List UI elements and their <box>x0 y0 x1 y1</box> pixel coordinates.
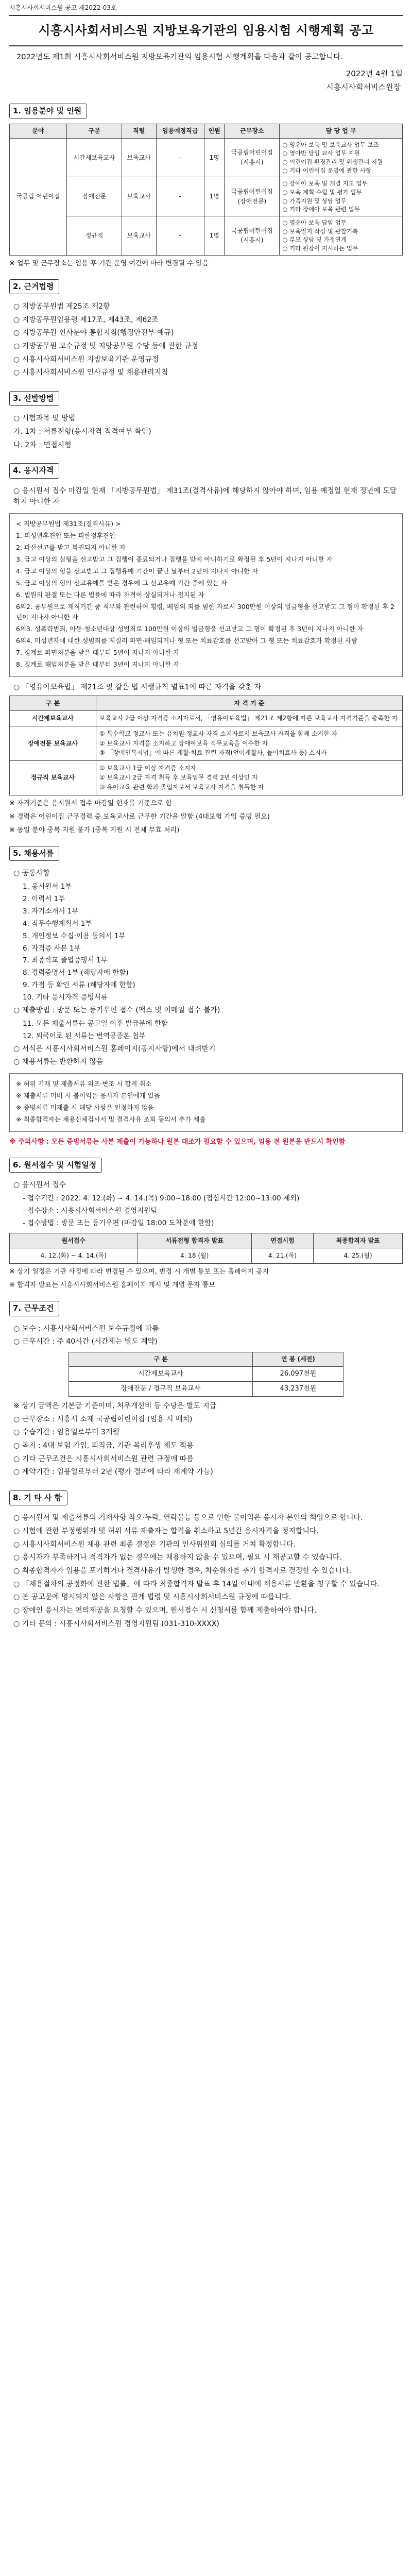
qualification-type-cell: 정규직 보육교사 <box>10 760 96 795</box>
table-row <box>68 1366 344 1381</box>
condition-note: ※ 상기 금액은 기본급 기준이며, 처우개선비 등 수당은 별도 지급 <box>13 1401 217 1410</box>
duties-cell <box>280 177 403 216</box>
grade-cell: - <box>156 138 204 177</box>
qualification-note: ※ 자격기준은 응시원서 접수 마감일 현재를 기준으로 함 <box>9 799 173 807</box>
misc-item: ○ 응시자가 부족하거나 적격자가 없는 경우에는 채용하지 않을 수 있으며, 필요 시 재공고할 수 있습니다. <box>13 1553 342 1562</box>
qualification-table-title: ○ 「영유아보육법」 제21조 및 같은 법 시행규칙 별표1에 따른 자격을 갖춘 자 <box>13 683 262 692</box>
disqualification-line: 5. 금고 이상의 형의 선고유예를 받은 경우에 그 선고유예 기간 중에 있는 자 <box>16 579 227 587</box>
field-cell: 국공립 어린이집 <box>10 138 67 255</box>
application-list <box>9 1180 403 1228</box>
duties-cell <box>280 138 403 177</box>
schedule-header-cell: 원서접수 <box>10 1233 138 1248</box>
section-4-heading: 4. 응시자격 <box>9 463 59 478</box>
documents-list <box>9 868 403 1068</box>
condition-note: ○ 계약기간 : 임용일로부터 2년 (평가 결과에 따라 재계약 가능) <box>13 1468 213 1477</box>
disqualification-line: 6. 법원의 판결 또는 다른 법률에 따라 자격이 상실되거나 정지된 자 <box>16 591 204 599</box>
schedule-cell: 4. 12.(화) ~ 4. 14.(목) <box>10 1248 138 1264</box>
table-row <box>10 760 403 795</box>
legal-basis-list <box>9 301 403 379</box>
legal-basis-item: ○ 시흥시사회서비스원 지방보육기관 운영규정 <box>13 355 159 364</box>
misc-item: ○ 시험에 관한 부정행위자 및 허위 서류 제출자는 합격을 취소하고 5년간 응시자격을 정지합니다. <box>13 1527 319 1535</box>
positions-header-cell: 분야 <box>10 124 67 139</box>
qualification-criteria-cell: 보육교사 2급 이상 자격증 소지자로서, 「영유아보육법」 제21조 제2항에 따른 보육교사 자격기준을 충족한 자 <box>96 711 402 726</box>
condition-item: ○ 근무시간 : 주 40시간 (시간제는 별도 계약) <box>13 1337 158 1346</box>
qualification-header-cell: 구 분 <box>10 696 96 711</box>
positions-header-cell: 직렬 <box>122 124 156 139</box>
document-item: 2. 이력서 1부 <box>23 894 65 903</box>
application-item: - 접수장소 : 시흥시사회서비스원 경영지원팀 <box>23 1207 158 1215</box>
schedule-note: ※ 합격자 발표는 시흥시사회서비스원 홈페이지 게시 및 개별 문자 통보 <box>9 1281 215 1290</box>
misc-item: ○ 장애인 응시자는 편의제공을 요청할 수 있으며, 원서접수 시 신청서를 함께 제출하여야 합니다. <box>13 1606 317 1615</box>
documents-warning-line: ※ 제출서류 미비 시 불이익은 응시자 본인에게 있음 <box>16 1092 160 1100</box>
document-item: ○ 공통사항 <box>13 869 50 878</box>
document-item: ○ 채용서류는 반환하지 않음 <box>13 1058 104 1066</box>
qualification-notes <box>9 799 403 836</box>
condition-item: ○ 보수 : 시흥시사회서비스원 보수규정에 따름 <box>13 1324 159 1333</box>
positions-table <box>9 124 403 256</box>
qualification-criteria-cell: ① 보육교사 1급 이상 자격증 소지자 ② 보육교사 2급 자격 취득 후 보육업무 경력 2년 이상인 자 ③ 유아교육 관련 학과 졸업자로서 보육교사 자격을 취득한 자 <box>96 760 402 795</box>
qualification-type-cell: 시간제보육교사 <box>10 711 96 726</box>
type-cell: 시간제보육교사 <box>67 138 122 177</box>
disqualification-box <box>9 513 403 677</box>
table-row <box>10 216 403 255</box>
duty-item: ○ 영유아 보육 담임 업무 <box>282 218 347 226</box>
application-item: - 접수기간 : 2022. 4. 12.(화) ~ 4. 14.(목) 9:00~18:00 (점심시간 12:00~13:00 제외) <box>23 1194 300 1203</box>
document-item: 4. 직무수행계획서 1부 <box>23 919 92 928</box>
misc-item: ○ 「채용절차의 공정화에 관한 법률」에 따라 최종합격자 발표 후 14일 이내에 채용서류 반환을 청구할 수 있습니다. <box>13 1580 380 1588</box>
table-row <box>10 138 403 177</box>
condition-note: ○ 복지 : 4대 보험 가입, 퇴직금, 기관 복리후생 제도 적용 <box>13 1441 194 1450</box>
duty-item: ○ 기타 원장이 지시하는 업무 <box>282 244 358 252</box>
misc-item: ○ 기타 문의 : 시흥시사회서비스원 경영지원팀 (031-310-XXXX) <box>13 1619 219 1628</box>
qualification-header-cell: 자 격 기 준 <box>96 696 402 711</box>
section-5-heading: 5. 채용서류 <box>9 846 59 861</box>
selection-method-item: 나. 2차 : 면접시험 <box>13 440 72 449</box>
schedule-cell: 4. 21.(목) <box>251 1248 313 1264</box>
documents-red-note: ※ 주의사항 : 모든 증빙서류는 사본 제출이 가능하나 원본 대조가 필요할 수 있으며, 임용 전 원본을 반드시 확인함 <box>9 1138 346 1146</box>
document-item: 6. 자격증 사본 1부 <box>23 944 81 953</box>
issuing-org: 시흥시사회서비스원장 <box>326 82 401 92</box>
schedule-header-cell: 최종합격자 발표 <box>313 1233 402 1248</box>
document-item: 12. 외국어로 된 서류는 번역공증본 첨부 <box>23 1031 146 1040</box>
pay-table <box>68 1352 344 1397</box>
duty-item: ○ 장애아 보육 및 개별 지도 업무 <box>282 180 368 188</box>
conditions-list <box>9 1324 403 1348</box>
document-title: 시흥시사회서비스원 지방보육기관의 임용시험 시행계획 공고 <box>9 15 403 46</box>
disqualification-line: 4. 금고 이상의 형을 선고받고 그 집행유예 기간이 끝난 날부터 2년이 지나지 아니한 자 <box>16 567 259 575</box>
disqualification-line: 6의3. 성폭력범죄, 아동·청소년대상 성범죄로 100만원 이상의 벌금형을 선고받고 그 형이 확정된 후 3년이 지나지 아니한 자 <box>16 625 364 633</box>
duty-item: ○ 보육일지 작성 및 관찰기록 <box>282 227 358 235</box>
legal-basis-item: ○ 지방공무원법 제25조 제2항 <box>13 302 110 311</box>
section-1-heading: 1. 임용분야 및 인원 <box>9 104 87 118</box>
legal-basis-item: ○ 지방공무원 인사분야 통합지침(행정안전부 예규) <box>13 329 174 337</box>
table-row <box>10 177 403 216</box>
section-8-heading: 8. 기 타 사 항 <box>9 1490 67 1505</box>
positions-header-cell: 담 당 업 무 <box>280 124 403 139</box>
selection-method-item: ○ 시험과목 및 방법 <box>13 414 76 423</box>
notice-date: 2022년 4월 1일 <box>346 69 403 79</box>
qualification-type-cell: 장애전문 보육교사 <box>10 726 96 760</box>
pay-type-cell: 장애전문 / 정규직 보육교사 <box>68 1381 253 1396</box>
duty-item: ○ 기타 어린이집 운영에 관한 사항 <box>282 166 371 174</box>
pay-header-cell: 연 봉 (세전) <box>253 1352 344 1366</box>
table-row <box>68 1381 344 1396</box>
notice-number: 시흥시사회서비스원 공고 제2022-03호 <box>9 4 117 11</box>
condition-note: ○ 수습기간 : 임용일로부터 3개월 <box>13 1428 119 1437</box>
disqualification-line: 6의2. 공무원으로 재직기간 중 직무와 관련하여 횡령, 배임의 죄를 범한 자로서 300만원 이상의 벌금형을 선고받고 그 형이 확정된 후 2년이 지나지 아니한 자 <box>16 603 394 621</box>
misc-item: ○ 응시원서 및 제출서류의 기재사항 착오·누락, 연락불능 등으로 인한 불이익은 응시자 본인의 책임으로 합니다. <box>13 1514 363 1522</box>
positions-note: ※ 업무 및 근무장소는 임용 후 기관 운영 여건에 따라 변경될 수 있음 <box>9 259 209 267</box>
positions-header-cell: 구분 <box>67 124 122 139</box>
count-cell: 1명 <box>204 177 225 216</box>
disqualification-line: 2. 파산선고를 받고 복권되지 아니한 자 <box>16 544 126 552</box>
eligibility-lead: ○ 응시원서 접수 마감일 현재 「지방공무원법」 제31조(결격사유)에 해당하지 않아야 하며, 임용 예정일 현재 정년에 도달하지 아니한 자 <box>13 486 397 506</box>
series-cell: 보육교사 <box>122 177 156 216</box>
pay-amount-cell: 43,237천원 <box>253 1381 344 1396</box>
document-item: 1. 응시원서 1부 <box>23 882 72 891</box>
grade-cell: - <box>156 216 204 255</box>
application-item: - 접수방법 : 방문 또는 등기우편 (마감일 18:00 도착분에 한함) <box>23 1218 214 1227</box>
disqualification-line: 3. 금고 이상의 실형을 선고받고 그 집행이 종료되거나 집행을 받지 아니하기로 확정된 후 5년이 지나지 아니한 자 <box>16 555 333 564</box>
pay-amount-cell: 26,097천원 <box>253 1366 344 1381</box>
type-cell: 정규직 <box>67 216 122 255</box>
documents-warning-box <box>9 1073 403 1132</box>
pay-type-cell: 시간제보육교사 <box>68 1366 253 1381</box>
section-3-heading: 3. 선발방법 <box>9 391 59 406</box>
section-2-heading: 2. 근거법령 <box>9 279 59 294</box>
documents-warning-line: ※ 허위 기재 및 제출서류 위조·변조 시 합격 취소 <box>16 1080 152 1088</box>
selection-method-item: 가. 1차 : 서류전형(응시자격 적격여부 확인) <box>13 428 151 436</box>
section-7-heading: 7. 근무조건 <box>9 1301 59 1316</box>
positions-header-cell: 근무장소 <box>225 124 280 139</box>
duty-item: ○ 영아반 담임 교사 업무 지원 <box>282 149 360 157</box>
count-cell: 1명 <box>204 216 225 255</box>
schedule-table <box>9 1233 403 1264</box>
condition-note: ○ 근무장소 : 시흥시 소재 국공립어린이집 (임용 시 배치) <box>13 1415 193 1423</box>
disqualification-line: 8. 징계로 해임처분을 받은 때부터 3년이 지나지 아니한 자 <box>16 660 180 669</box>
document-item: 7. 최종학교 졸업증명서 1부 <box>23 956 108 965</box>
application-item: ○ 응시원서 접수 <box>13 1181 66 1190</box>
duty-item: ○ 부모 상담 및 가정연계 <box>282 236 347 244</box>
qualification-note: ※ 동일 분야 중복 지원 불가 (중복 지원 시 전체 무효 처리) <box>9 826 180 834</box>
duty-item: ○ 영유아 보육 및 보육교사 업무 보조 <box>282 141 379 148</box>
legal-basis-item: ○ 시흥시사회서비스원 인사규정 및 채용관리지침 <box>13 368 168 377</box>
table-row <box>10 726 403 760</box>
grade-cell: - <box>156 177 204 216</box>
type-cell: 장애전문 <box>67 177 122 216</box>
disqualification-line: 1. 피성년후견인 또는 피한정후견인 <box>16 532 115 540</box>
duty-item: ○ 기타 장애아 보육 관련 업무 <box>282 206 360 213</box>
document-item: 10. 기타 응시자격 증빙서류 <box>23 993 108 1002</box>
schedule-note: ※ 상기 일정은 기관 사정에 따라 변경될 수 있으며, 변경 시 개별 통보 또는 홈페이지 공지 <box>9 1268 269 1276</box>
table-row <box>10 711 403 726</box>
duty-item: ○ 보육 계획 수립 및 평가 업무 <box>282 188 362 196</box>
legal-basis-item: ○ 지방공무원 보수규정 및 지방공무원 수당 등에 관한 규정 <box>13 342 198 351</box>
document-item: 5. 개인정보 수집·이용 동의서 1부 <box>23 931 126 940</box>
section-6-heading: 6. 원서접수 및 시험일정 <box>9 1158 102 1173</box>
series-cell: 보육교사 <box>122 138 156 177</box>
intro-text: 2022년도 제1회 시흥시사회서비스원 지방보육기관의 임용시험 시행계획을 다음과 같이 공고합니다. <box>16 53 343 61</box>
misc-item: ○ 최종합격자가 임용을 포기하거나 결격사유가 발생한 경우, 차순위자를 추가 합격자로 결정할 수 있습니다. <box>13 1566 352 1575</box>
misc-list <box>9 1513 403 1630</box>
disqualification-line: < 지방공무원법 제31조(결격사유) > <box>16 520 121 528</box>
duty-item: ○ 가족지원 및 상담 업무 <box>282 197 347 205</box>
positions-header-cell: 임용예정직급 <box>156 124 204 139</box>
qualification-criteria-cell: ① 특수학교 정교사 또는 유치원 정교사 자격 소지자로서 보육교사 자격을 함께 소지한 자 ② 보육교사 자격을 소지하고 장애아보육 직무교육을 이수한 자 ③ 「장애인복지법」에 따른 재활·치료 관련 자격(언어재활사, 놀이치료사 등) 소지자 <box>96 726 402 760</box>
positions-header-cell: 인원 <box>204 124 225 139</box>
documents-warning-line: ※ 증빙서류 미제출 시 해당 사항은 인정하지 않음 <box>16 1104 154 1112</box>
condition-note: ○ 기타 근무조건은 시흥시사회서비스원 관련 규정에 따름 <box>13 1454 194 1463</box>
series-cell: 보육교사 <box>122 216 156 255</box>
schedule-header-cell: 면접시험 <box>251 1233 313 1248</box>
selection-method-list <box>9 413 403 451</box>
place-cell: 국공립어린이집 (시흥시) <box>225 138 280 177</box>
schedule-cell: 4. 18.(월) <box>138 1248 251 1264</box>
document-item: 3. 자기소개서 1부 <box>23 907 79 916</box>
schedule-header-cell: 서류전형 합격자 발표 <box>138 1233 251 1248</box>
legal-basis-item: ○ 지방공무원임용령 제17조, 제43조, 제62조 <box>13 315 159 324</box>
document-item: 9. 가점 등 확인 서류 (해당자에 한함) <box>23 981 135 990</box>
misc-item: ○ 본 공고문에 명시되지 않은 사항은 관계 법령 및 시흥시사회서비스원 규정에 따릅니다. <box>13 1593 291 1602</box>
pay-header-cell: 구 분 <box>68 1352 253 1366</box>
schedule-cell: 4. 25.(월) <box>313 1248 402 1264</box>
count-cell: 1명 <box>204 138 225 177</box>
documents-warning-line: ※ 최종합격자는 채용신체검사서 및 결격사유 조회 동의서 추가 제출 <box>16 1115 206 1124</box>
duty-item: ○ 어린이집 환경관리 및 위생관리 지원 <box>282 158 383 165</box>
misc-item: ○ 시흥시사회서비스원 채용 관련 최종 결정은 기관의 인사위원회 심의를 거쳐 확정합니다. <box>13 1540 296 1549</box>
qualification-note: ※ 경력은 어린이집 근무경력 중 보육교사로 근무한 기간을 말함 (4대보험 가입 증빙 필요) <box>9 812 270 821</box>
document-item: ○ 제출방법 : 방문 또는 등기우편 접수 (팩스 및 이메일 접수 불가) <box>13 1006 220 1015</box>
conditions-notes <box>9 1401 403 1478</box>
disqualification-line: 7. 징계로 파면처분을 받은 때부터 5년이 지나지 아니한 자 <box>16 649 180 657</box>
document-item: 8. 경력증명서 1부 (해당자에 한함) <box>23 969 129 977</box>
duties-cell <box>280 216 403 255</box>
place-cell: 국공립어린이집 (장애전문) <box>225 177 280 216</box>
disqualification-line: 6의4. 미성년자에 대한 성범죄를 저질러 파면·해임되거나 형 또는 치료감호를 선고받아 그 형 또는 치료감호가 확정된 사람 <box>16 637 358 645</box>
place-cell: 국공립어린이집 (시흥시) <box>225 216 280 255</box>
qualification-table <box>9 696 403 795</box>
document-item: ○ 서식은 시흥시사회서비스원 홈페이지(공지사항)에서 내려받기 <box>13 1044 216 1053</box>
schedule-notes <box>9 1267 403 1291</box>
document-item: 11. 모든 제출서류는 공고일 이후 발급분에 한함 <box>23 1019 168 1028</box>
